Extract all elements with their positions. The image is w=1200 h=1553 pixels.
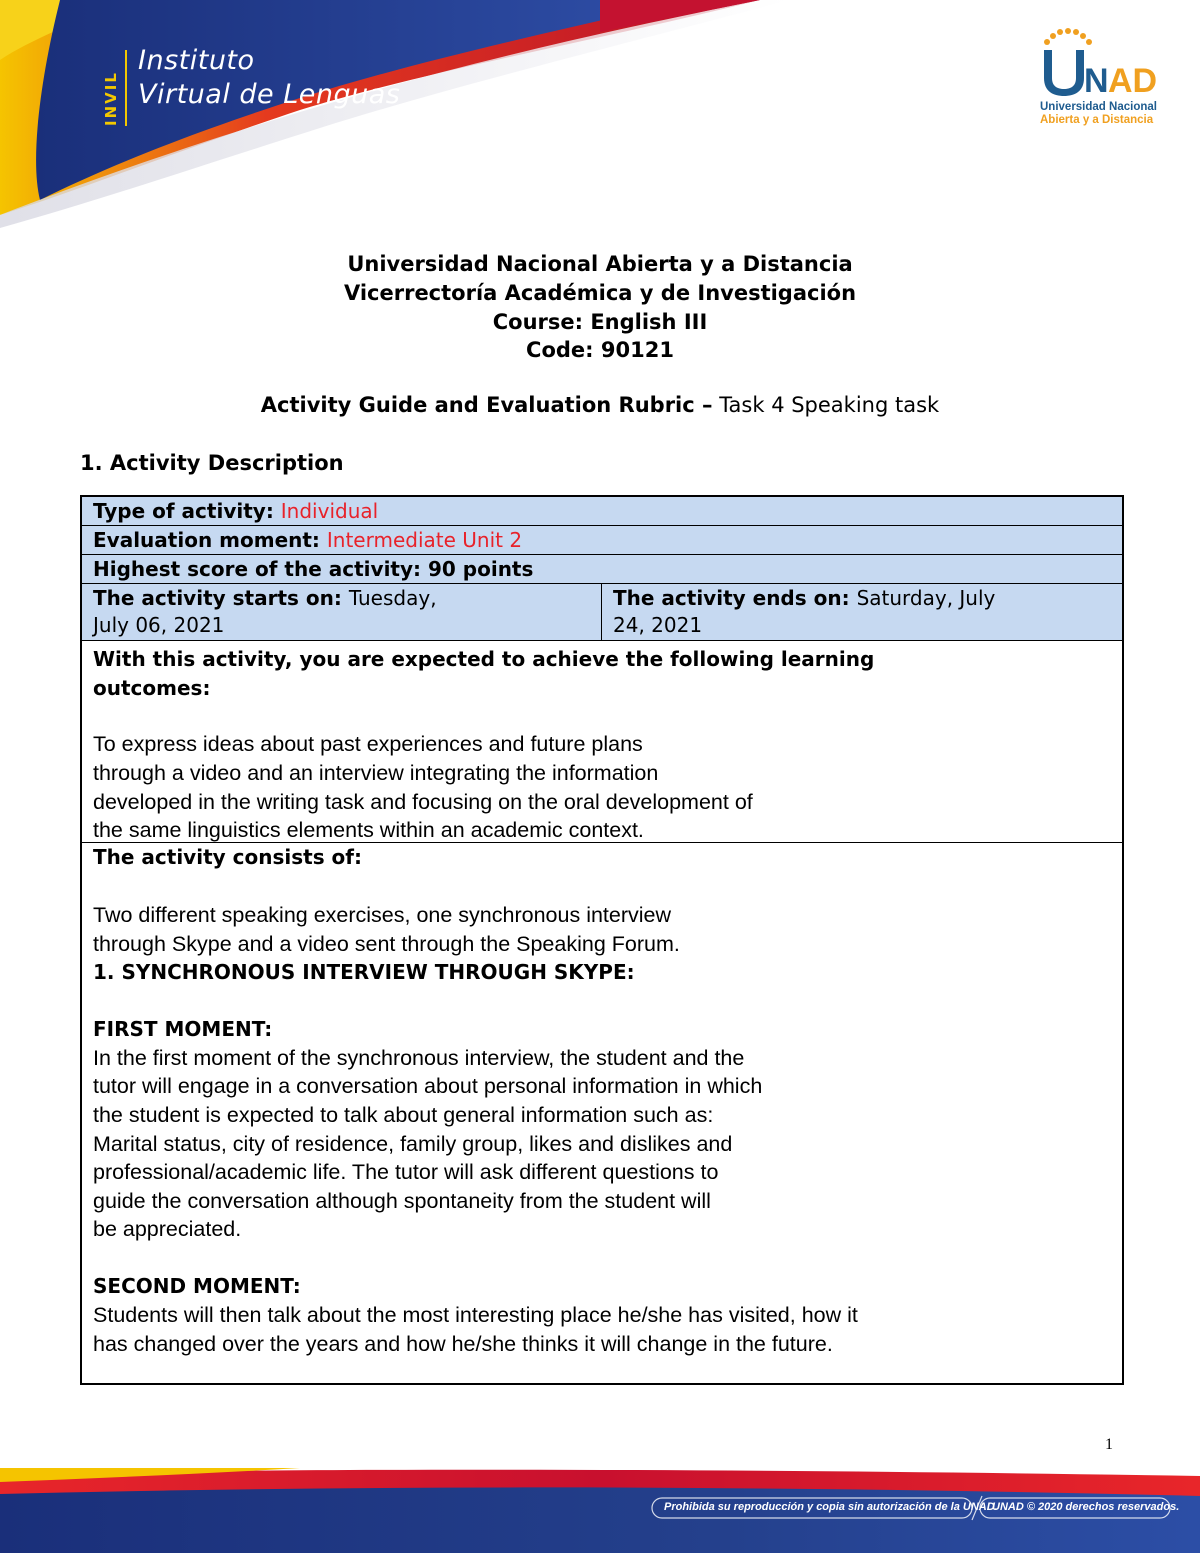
outcomes-heading-line1: With this activity, you are expected to achieve the following learning bbox=[93, 647, 875, 671]
second-moment-line: Students will then talk about the most interesting place he/she has visited, how it bbox=[93, 1303, 858, 1327]
footer-notice-right: UNAD © 2020 derechos reservados. bbox=[992, 1501, 1180, 1513]
consists-heading: The activity consists of: bbox=[93, 845, 362, 869]
unad-subtitle-line1: Universidad Nacional bbox=[1040, 101, 1157, 113]
guide-title-bold: Activity Guide and Evaluation Rubric – bbox=[260, 393, 713, 417]
logo-text-instituto: Instituto bbox=[138, 45, 255, 76]
guide-title-rest: Task 4 Speaking task bbox=[712, 393, 940, 417]
unad-dots-icon bbox=[1044, 28, 1092, 45]
first-moment-heading: FIRST MOMENT: bbox=[93, 1017, 273, 1041]
consists-line: Two different speaking exercises, one synchronous interview bbox=[93, 903, 672, 927]
outcomes-line: To express ideas about past experiences and future plans bbox=[93, 732, 643, 756]
outcomes-line: developed in the writing task and focusing on the oral development of bbox=[93, 790, 753, 814]
type-value: Individual bbox=[280, 499, 379, 523]
sync-interview-heading: 1. SYNCHRONOUS INTERVIEW THROUGH SKYPE: bbox=[93, 960, 635, 984]
svg-text:N: N bbox=[1084, 62, 1109, 100]
ends-value-2: 24, 2021 bbox=[613, 613, 703, 637]
first-moment-line: guide the conversation although spontaneity from the student will bbox=[93, 1189, 711, 1213]
first-moment-line: be appreciated. bbox=[93, 1217, 242, 1241]
ends-value-1: Saturday, July bbox=[856, 586, 996, 610]
starts-label: The activity starts on: bbox=[93, 586, 349, 610]
starts-value-1: Tuesday, bbox=[348, 586, 437, 610]
cell-start-date bbox=[82, 584, 602, 641]
row-dates bbox=[82, 584, 1122, 641]
svg-text:AD: AD bbox=[1108, 62, 1158, 100]
invil-vertical-mark bbox=[96, 48, 132, 128]
first-moment-line: the student is expected to talk about general information such as: bbox=[93, 1103, 714, 1127]
first-moment-line: tutor will engage in a conversation about personal information in which bbox=[93, 1074, 763, 1098]
consists-line: through Skype and a video sent through the Speaking Forum. bbox=[93, 932, 680, 956]
guide-title bbox=[0, 393, 1200, 417]
first-moment-line: Marital status, city of residence, family group, likes and dislikes and bbox=[93, 1132, 733, 1156]
course-title: Course: English III bbox=[492, 310, 708, 334]
unad-subtitle-line2: Abierta y a Distancia bbox=[1040, 114, 1154, 126]
row-highest-score bbox=[82, 555, 1122, 584]
activity-table bbox=[80, 495, 1124, 1385]
row-learning-outcomes bbox=[82, 641, 1122, 843]
vicerrectoria-title: Vicerrectoría Académica y de Investigación bbox=[343, 281, 857, 305]
second-moment-line: has changed over the years and how he/she thinks it will change in the future. bbox=[93, 1332, 833, 1356]
code-title: Code: 90121 bbox=[526, 338, 674, 362]
unad-logo bbox=[1036, 28, 1166, 100]
score-text: Highest score of the activity: 90 points bbox=[93, 557, 534, 581]
header-wave-graphic bbox=[0, 0, 1200, 230]
svg-text:INVIL: INVIL bbox=[102, 71, 120, 126]
logo-text-virtual-de-lenguas: Virtual de Lenguas bbox=[138, 79, 401, 110]
type-label: Type of activity: bbox=[93, 499, 281, 523]
row-activity-consists bbox=[82, 843, 1122, 1383]
outcomes-line: the same linguistics elements within an academic context. bbox=[93, 818, 644, 842]
section-heading-activity-description: 1. Activity Description bbox=[80, 451, 344, 475]
page-number: 1 bbox=[1105, 1436, 1113, 1453]
row-evaluation-moment bbox=[82, 526, 1122, 555]
moment-label: Evaluation moment: bbox=[93, 528, 327, 552]
moment-value: Intermediate Unit 2 bbox=[326, 528, 523, 552]
ends-label: The activity ends on: bbox=[613, 586, 857, 610]
starts-value-2: July 06, 2021 bbox=[93, 613, 225, 637]
first-moment-line: In the first moment of the synchronous interview, the student and the bbox=[93, 1046, 745, 1070]
footer-notice-left: Prohibida su reproducción y copia sin autorización de la UNAD. bbox=[664, 1501, 998, 1513]
outcomes-heading-line2: outcomes: bbox=[93, 676, 211, 700]
row-type-of-activity bbox=[82, 497, 1122, 526]
second-moment-heading: SECOND MOMENT: bbox=[93, 1274, 301, 1298]
first-moment-line: professional/academic life. The tutor will ask different questions to bbox=[93, 1160, 719, 1184]
outcomes-line: through a video and an interview integrating the information bbox=[93, 761, 659, 785]
university-title: Universidad Nacional Abierta y a Distancia bbox=[347, 252, 853, 276]
cell-end-date bbox=[602, 584, 1122, 641]
